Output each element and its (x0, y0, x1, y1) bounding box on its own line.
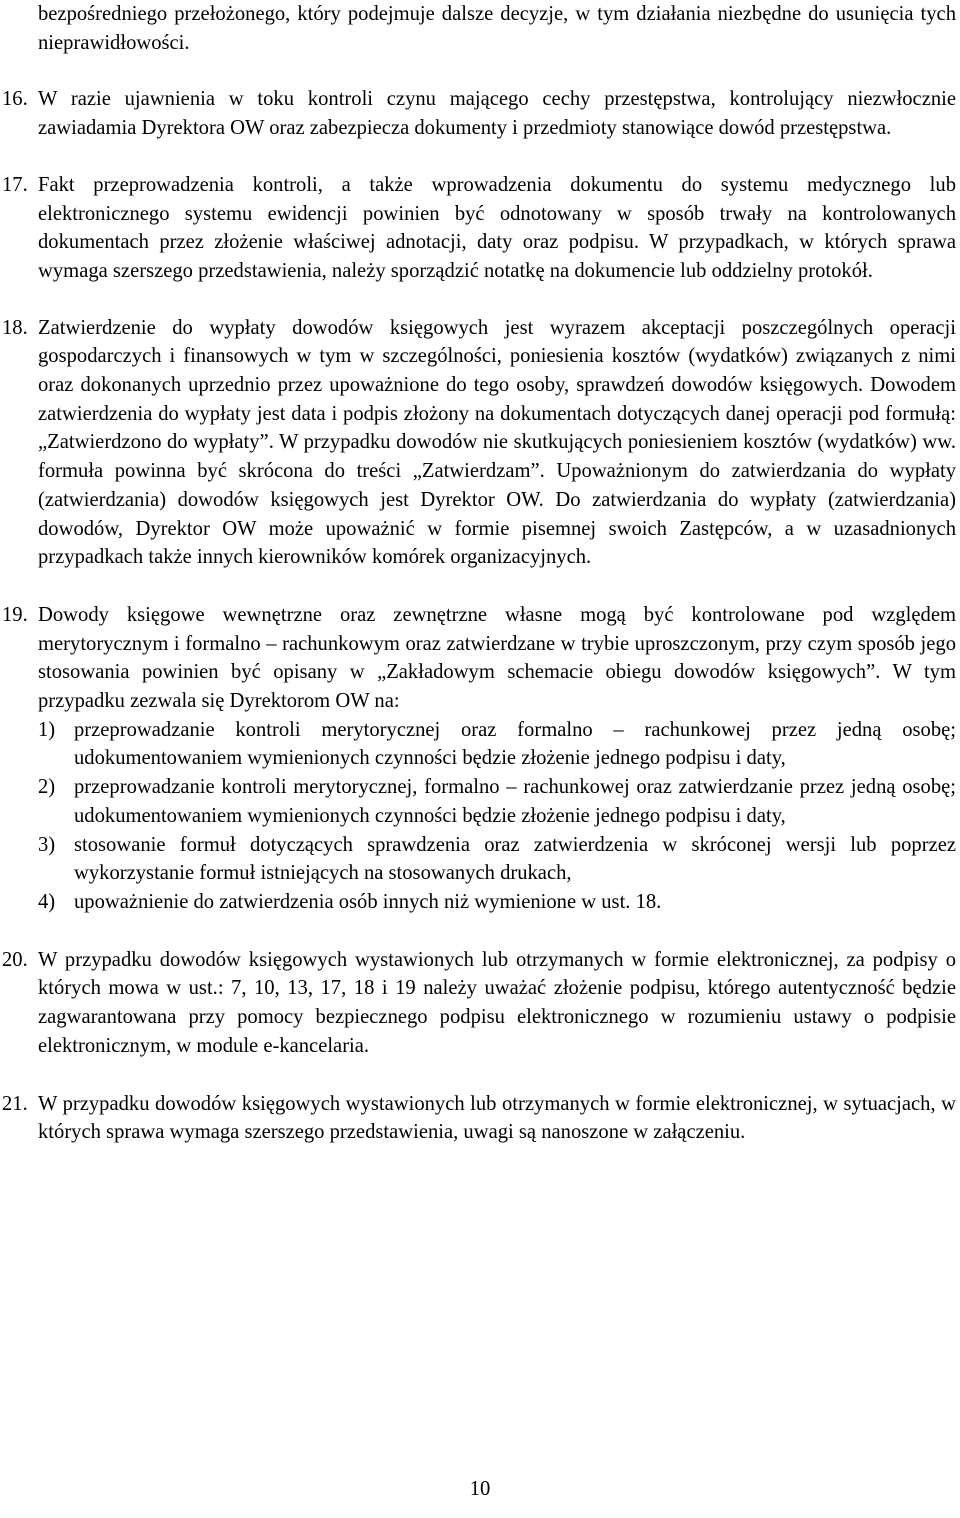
subitem-text: przeprowadzanie kontroli merytorycznej, formalno – rachunkowej oraz zatwierdzanie przez jedną osobę; udokumentowaniem wymienionych czynności będzie złożenie jednego podpisu i daty, (74, 776, 956, 827)
paragraph-20 (2, 946, 956, 1061)
subitem-number: 3) (38, 833, 56, 856)
paragraph-number: 16. (2, 88, 28, 111)
subitem-text: upoważnienie do zatwierdzenia osób innych niż wymienione w ust. 18. (74, 890, 662, 913)
subitem-number: 1) (38, 718, 56, 741)
subitem-3 (38, 831, 956, 888)
paragraph-16 (2, 85, 956, 142)
paragraph-text: Zatwierdzenie do wypłaty dowodów księgowych jest wyrazem akceptacji poszczególnych operacji gospodarczych i finansowych w tym w szczególności, poniesienia kosztów (wydatków) związanych z nimi oraz dokonanych uprzednio przez upoważnione do tego osoby, sprawdzeń dowodów księgowych. Dowodem zatwierdzenia do wypłaty jest data i podpis złożony na dokumentach dotyczących danej operacji pod formułą: „Zatwierdzono do wypłaty”. W przypadku dowodów nie skutkujących poniesieniem kosztów (wydatków) ww. formuła powinna być skrócona do treści „Zatwierdzam”. Upoważnionym do zatwierdzania do wypłaty (zatwierdzania) dowodów księgowych jest Dyrektor OW. Do zatwierdzania do wypłaty (zatwierdzania) dowodów, Dyrektor OW może upoważnić w formie pisemnej swoich Zastępców, a w uzasadnionych przypadkach także innych kierowników komórek organizacyjnych. (38, 316, 956, 569)
paragraph-17 (2, 171, 956, 286)
paragraph-18 (2, 314, 956, 572)
paragraph-number: 20. (2, 948, 28, 971)
paragraph-number: 19. (2, 603, 28, 626)
document-page (2, 0, 956, 1147)
paragraph-19 (2, 601, 956, 917)
intro-paragraph: bezpośredniego przełożonego, który podejmuje dalsze decyzje, w tym działania niezbędne do usunięcia tych nieprawidłowości. (38, 3, 956, 54)
subitem-number: 4) (38, 890, 56, 913)
paragraph-number: 18. (2, 316, 28, 339)
paragraph-text: W przypadku dowodów księgowych wystawionych lub otrzymanych w formie elektronicznej, za podpisy o których mowa w ust.: 7, 10, 13, 17, 18 i 19 należy uważać złożenie podpisu, którego autentyczność będzie zagwarantowana przy pomocy bezpiecznego podpisu elektronicznego w rozumieniu ustawy o podpisie elektronicznym, w module e-kancelaria. (38, 948, 956, 1057)
subitem-2 (38, 773, 956, 830)
subitem-4 (38, 888, 956, 917)
paragraph-text: W przypadku dowodów księgowych wystawionych lub otrzymanych w formie elektronicznej, w sytuacjach, w których sprawa wymaga szerszego przedstawienia, uwagi są nanoszone w załączeniu. (38, 1092, 956, 1144)
subitem-text: stosowanie formuł dotyczących sprawdzenia oraz zatwierdzenia w skróconej wersji lub poprzez wykorzystanie formuł istniejących na stosowanych drukach, (74, 833, 956, 885)
subitem-number: 2) (38, 776, 56, 799)
paragraph-text: W razie ujawnienia w toku kontroli czynu mającego cechy przestępstwa, kontrolujący niezwłocznie zawiadamia Dyrektora OW oraz zabezpiecza dokumenty i przedmioty stanowiące dowód przestępstwa. (38, 88, 956, 140)
subitem-text: przeprowadzanie kontroli merytorycznej oraz formalno – rachunkowej przez jedną osobę; udokumentowaniem wymienionych czynności będzie złożenie jednego podpisu i daty, (74, 718, 956, 770)
paragraph-number: 21. (2, 1092, 28, 1115)
subitem-1 (38, 716, 956, 773)
paragraph-21 (2, 1090, 956, 1147)
paragraph-text: Fakt przeprowadzenia kontroli, a także wprowadzenia dokumentu do systemu medycznego lub elektronicznego systemu ewidencji powinien być odnotowany w sposób trwały na kontrolowanych dokumentach przez złożenie właściwej adnotacji, daty oraz podpisu. W przypadkach, w których sprawa wymaga szerszego przedstawienia, należy sporządzić notatkę na dokumencie lub oddzielny protokół. (38, 173, 956, 282)
page-number: 10 (469, 1478, 491, 1500)
paragraph-number: 17. (2, 173, 28, 196)
paragraph-text: Dowody księgowe wewnętrzne oraz zewnętrzne własne mogą być kontrolowane pod względem merytorycznym i formalno – rachunkowym oraz zatwierdzane w trybie uproszczonym, przy czym sposób jego stosowania powinien być opisany w „Zakładowym schemacie obiegu dowodów księgowych”. W tym przypadku zezwala się Dyrektorom OW na: (38, 603, 956, 713)
